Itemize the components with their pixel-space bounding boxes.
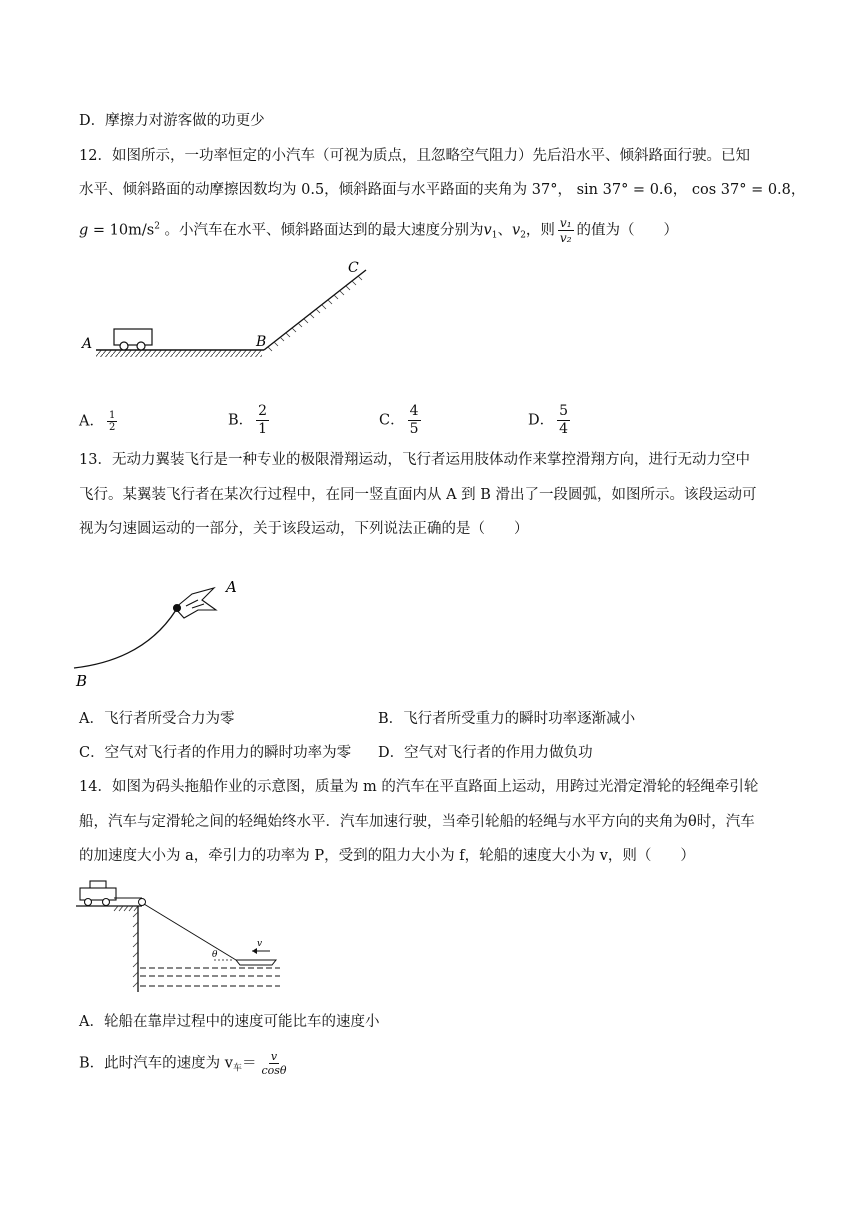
q12-text-line-2 [79,180,805,200]
q14-option-b-num: v [270,1050,278,1063]
q12-option-d-fraction [557,403,570,438]
q12-v1: v [483,222,492,239]
q12-option-c-fraction [408,403,421,438]
q12-option-d-den: 4 [559,421,569,437]
q14-option-b-text: B．此时汽车的速度为 v [79,1055,233,1072]
q13-text-line-2: 飞行。某翼装飞行者在某次行过程中，在同一竖直面内从 A 到 B 滑出了一段圆弧，如图所示。该段运动可 [79,487,757,503]
ground-hatch [96,350,262,357]
q12-comma: 、 [497,222,512,239]
q14-option-b-fraction [259,1050,288,1077]
q12-option-a-num: 1 [108,410,116,421]
q14-option-b-eq: ＝ [241,1055,257,1072]
q12-g-value: = 10m/s [88,222,155,239]
q12-g: g [79,222,89,239]
q14-text-line-1: 14．如图为码头拖船作业的示意图，质量为 m 的汽车在平直路面上运动，用跨过光滑定滑轮的轻绳牵引轮 [79,779,759,795]
dock-hatch [114,906,138,911]
q12-option-d-num: 5 [559,403,569,419]
slope-road [264,270,366,350]
q14-option-b-sub: 车 [232,1063,242,1074]
q14-option-a[interactable]: A．轮船在靠岸过程中的速度可能比车的速度小 [79,1014,380,1030]
q12-option-a-label: A． [79,413,104,430]
wingsuit-flyer-icon [174,588,217,618]
fig12-label-a: A [82,336,93,352]
q12-ratio-num: v₁ [559,216,572,230]
q12-g-exponent: 2 [154,221,160,232]
q12-v1-sub: 1 [491,230,498,241]
q12-text-line-3 [79,216,678,246]
q14-text-line-3: 的加速度大小为 a，牵引力的功率为 P，受到的阻力大小为 f，轮船的速度大小为 v，则（ ） [79,848,695,864]
q12-option-b-label: B． [228,412,254,429]
q14-figure [76,876,286,996]
q12-option-d-label: D． [528,412,555,429]
wall-hatch [133,912,138,987]
truck-icon [80,881,116,906]
q13-text-line-3: 视为匀速圆运动的一部分，关于该段运动，下列说法正确的是（ ） [79,521,529,537]
fig12-label-b: B [256,334,267,350]
car-icon [114,329,152,350]
q12-option-d[interactable] [528,403,573,438]
q12-question-end: 的值为（ ） [576,222,679,239]
q12-ratio-fraction [558,216,574,245]
q12-ratio-den: v₂ [559,231,572,245]
q12-line2-text: 水平、倾斜路面的动摩擦因数均为 0.5，倾斜路面与水平路面的夹角为 37°， [79,182,572,198]
q12-option-c-den: 5 [409,421,419,437]
q12-option-a-den: 2 [108,422,116,433]
slope-hatch [268,276,362,351]
q13-option-d[interactable]: D．空气对飞行者的作用力做负功 [378,745,593,761]
q12-then: ，则 [525,222,555,239]
q12-option-c-num: 4 [409,403,419,419]
q12-option-b-num: 2 [258,403,268,419]
arc-trajectory [74,610,176,668]
q13-text-line-1: 13．无动力翼装飞行是一种专业的极限滑翔运动，飞行者运用肢体动作来掌控滑翔方向，进行无动力空中 [79,452,750,468]
fig12-label-c: C [348,260,359,276]
q12-line3-text: 。小汽车在水平、倾斜路面达到的最大速度分别为 [159,222,484,239]
fig14-label-theta: θ [212,950,218,960]
q13-figure [74,570,244,690]
q12-option-a[interactable] [79,410,120,433]
q12-figure [78,258,378,368]
q14-option-b-den: cosθ [261,1064,287,1077]
fig14-label-v: v [257,939,263,949]
fig13-label-b: B [76,672,88,690]
q12-option-c[interactable] [379,403,424,438]
q14-option-b[interactable] [79,1050,292,1079]
q13-option-b[interactable]: B．飞行者所受重力的瞬时功率逐渐减小 [378,711,636,727]
q12-option-b[interactable] [228,403,272,438]
q12-option-a-fraction [107,410,117,433]
q13-option-a[interactable]: A．飞行者所受合力为零 [79,711,235,727]
boat-icon [236,960,276,965]
q14-text-line-2: 船，汽车与定滑轮之间的轻绳始终水平．汽车加速行驶，当牵引轮船的轻绳与水平方向的夹角为θ时，汽车 [79,814,755,830]
q12-text-line-1: 12．如图所示，一功率恒定的小汽车（可视为质点，且忽略空气阻力）先后沿水平、倾斜路面行驶。已知 [79,148,750,164]
prev-option-d: D．摩擦力对游客做的功更少 [79,113,265,129]
rope-slanted [144,904,236,960]
q12-cos-value: cos 37° = 0.8， [691,182,806,198]
q12-option-c-label: C． [379,412,405,429]
q12-v2: v [511,222,521,239]
q12-v2-sub: 2 [520,230,526,241]
q12-sin-value: sin 37° = 0.6， [576,182,688,198]
q12-option-b-den: 1 [258,421,268,437]
q12-option-b-fraction [256,403,269,438]
q13-option-c[interactable]: C．空气对飞行者的作用力的瞬时功率为零 [79,745,352,761]
fig13-label-a: A [226,578,237,596]
